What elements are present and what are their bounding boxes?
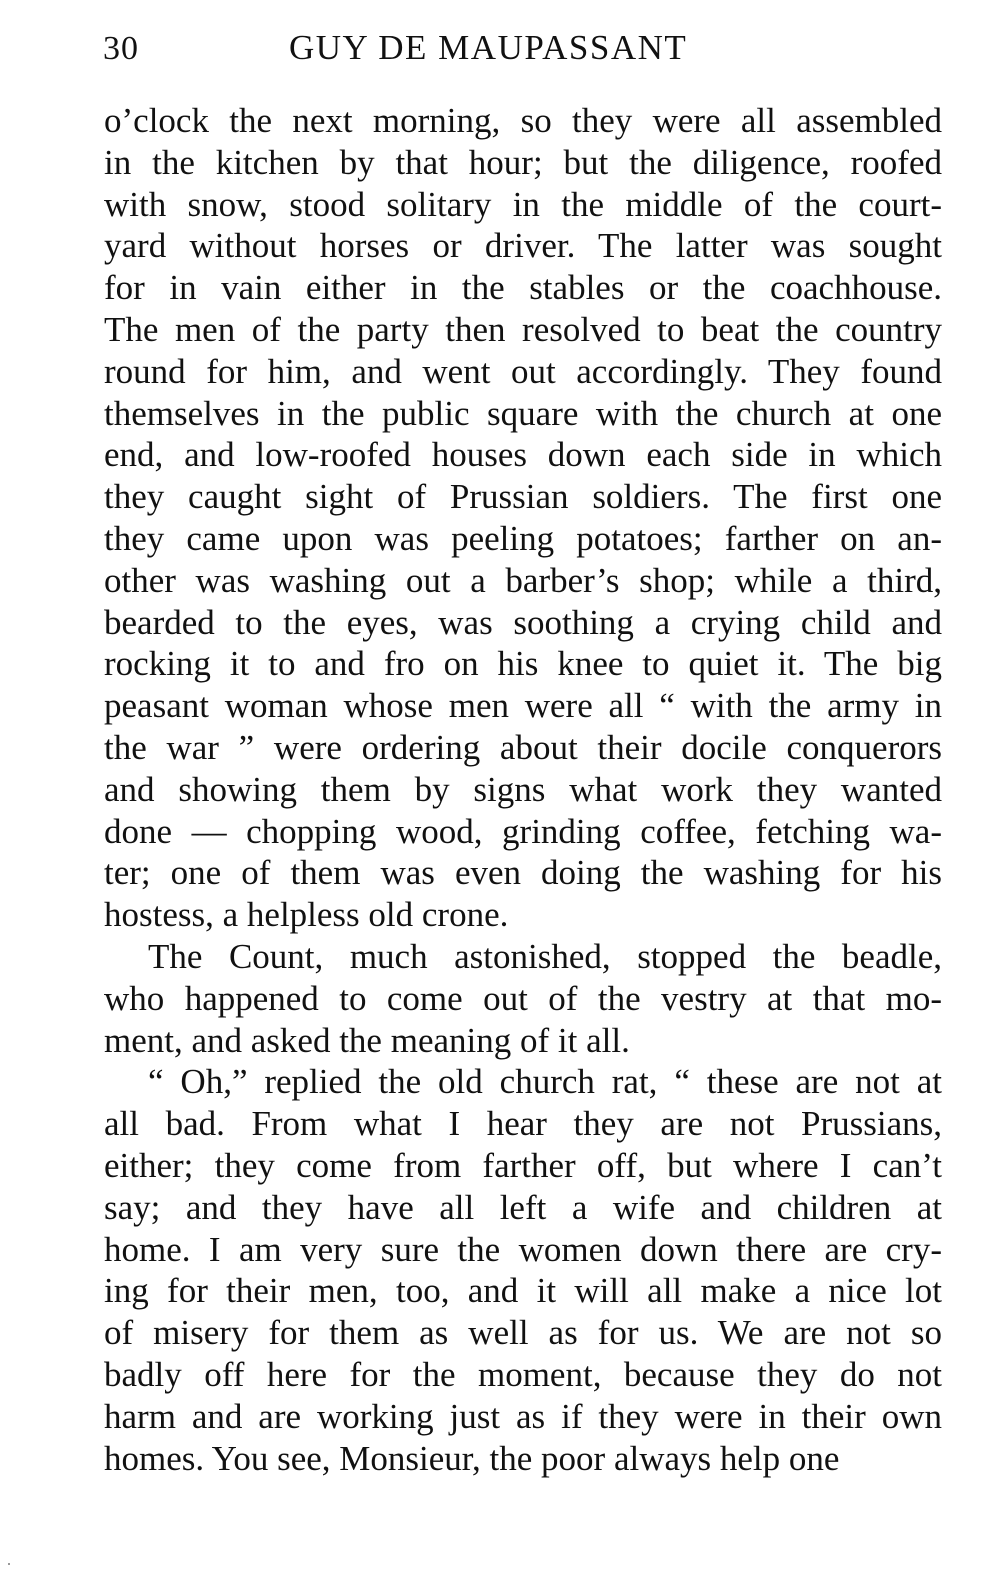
text-line: the war ” were ordering about their docile conquerors [104,727,942,767]
text-line: yard without horses or driver. The latter was sought [104,226,942,266]
text-line: home. I am very sure the women down there are cry- [104,1229,942,1269]
text-line: other was washing out a barber’s shop; while a third, [104,560,942,600]
page-header [103,28,943,72]
text-line: who happened to come out of the vestry at that mo- [104,978,942,1018]
text-line: done — chopping wood, grinding coffee, fetching wa- [104,811,942,851]
text-line: “ Oh,” replied the old church rat, “ these are not at [148,1062,942,1102]
text-line: hostess, a helpless old crone. [104,895,509,935]
text-line: of misery for them as well as for us. We are not so [104,1313,942,1353]
text-line: homes. You see, Monsieur, the poor always help one [104,1438,840,1478]
text-line: harm and are working just as if they were in their own [104,1396,942,1436]
text-line: ter; one of them was even doing the washing for his [104,853,942,893]
text-line: ing for their men, too, and it will all make a nice lot [104,1271,942,1311]
page-speck [8,1563,10,1565]
text-line: rocking it to and fro on his knee to quiet it. The big [104,644,942,684]
text-line: end, and low-roofed houses down each side in which [104,435,942,475]
text-line: and showing them by signs what work they wanted [104,769,942,809]
text-line: all bad. From what I hear they are not Prussians, [104,1104,942,1144]
page-number: 30 [103,30,139,67]
text-line: o’clock the next morning, so they were all assembled [104,101,942,140]
text-line: either; they come from farther off, but where I can’t [104,1145,942,1185]
text-line: ment, and asked the meaning of it all. [104,1020,630,1060]
text-line: peasant woman whose men were all “ with the army in [104,686,942,726]
text-line: The men of the party then resolved to beat the country [104,309,942,349]
text-line: they caught sight of Prussian soldiers. The first one [104,477,942,517]
text-line: with snow, stood solitary in the middle of the court- [104,184,942,224]
text-line: in the kitchen by that hour; but the diligence, roofed [104,142,942,182]
text-line: round for him, and went out accordingly. They found [104,351,942,391]
text-line: themselves in the public square with the church at one [104,393,942,433]
text-line: bearded to the eyes, was soothing a crying child and [104,602,942,642]
text-line: for in vain either in the stables or the coachhouse. [104,268,942,308]
paragraph [104,1061,942,1479]
body-text [104,100,942,1479]
paragraph [104,936,942,1061]
text-line: badly off here for the moment, because they do not [104,1354,942,1394]
text-line: The Count, much astonished, stopped the beadle, [148,936,942,976]
running-head: GUY DE MAUPASSANT [289,28,688,67]
text-line: they came upon was peeling potatoes; farther on an- [104,518,942,558]
text-line: say; and they have all left a wife and children at [104,1187,942,1227]
paragraph [104,100,942,936]
